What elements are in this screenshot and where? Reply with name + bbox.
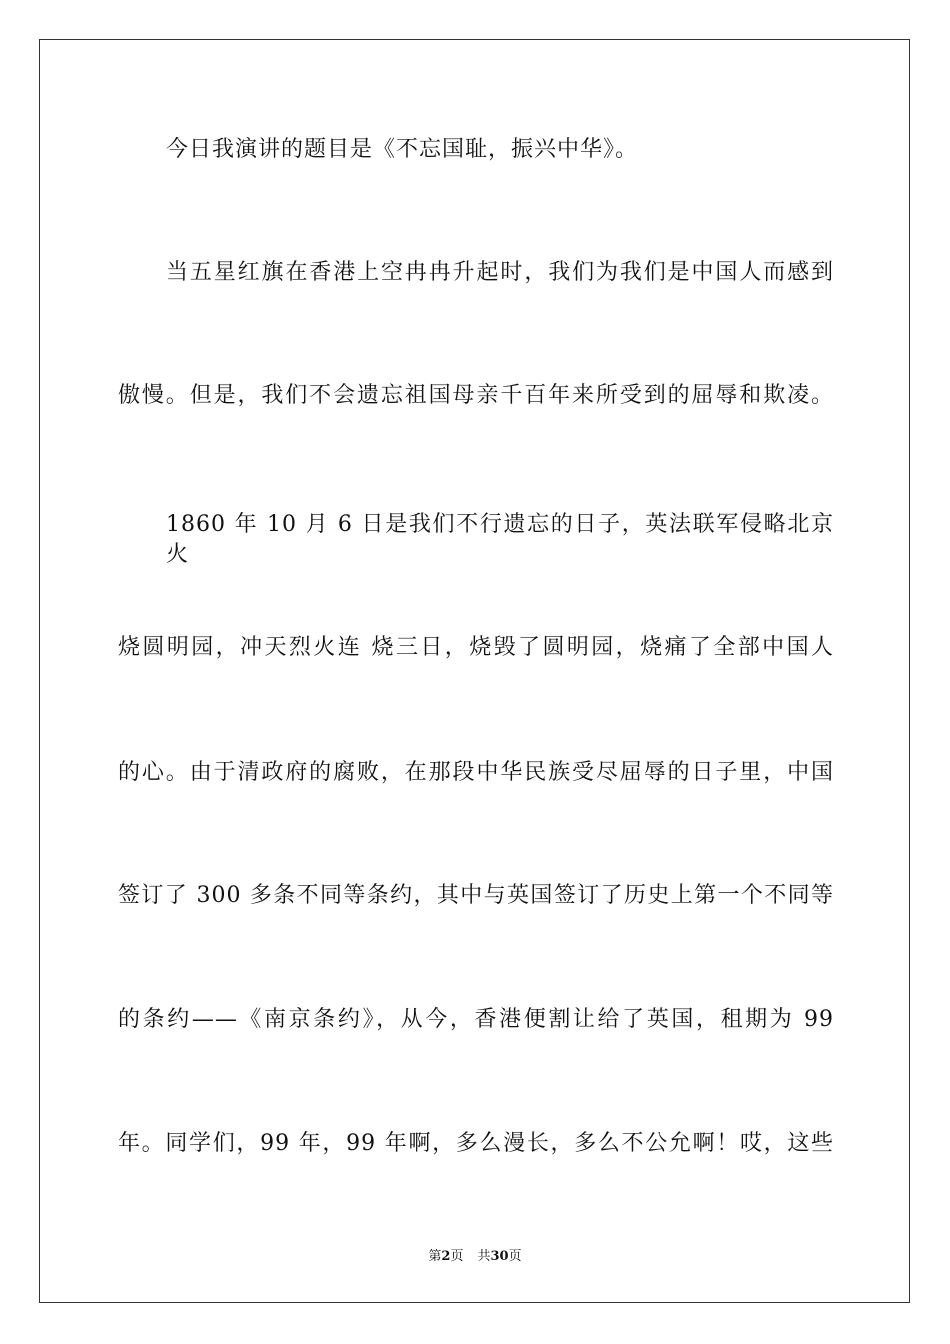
paragraph-line: 年。同学们，99 年，99 年啊，多么漫长，多么不公允啊！哎，这些 bbox=[118, 1131, 834, 1156]
total-prefix: 共 bbox=[477, 1249, 491, 1264]
paragraph-line: 当五星红旗在香港上空冉冉升起时，我们为我们是中国人而感到 bbox=[166, 260, 834, 285]
paragraph-line: 签订了 300 多条不同等条约，其中与英国签订了历史上第一个不同等 bbox=[118, 883, 834, 908]
paragraph-line: 1860 年 10 月 6 日是我们不行遗忘的日子，英法联军侵略北京火 bbox=[166, 512, 834, 567]
paragraph-line: 烧圆明园，冲天烈火连 烧三日，烧毁了圆明园，烧痛了全部中国人 bbox=[118, 635, 834, 660]
page-prefix: 第 bbox=[428, 1249, 442, 1264]
total-suffix: 页 bbox=[508, 1249, 522, 1264]
paragraph-line: 今日我演讲的题目是《不忘国耻，振兴中华》。 bbox=[166, 137, 639, 162]
paragraph-line: 傲慢。但是，我们不会遗忘祖国母亲千百年来所受到的屈辱和欺凌。 bbox=[118, 383, 834, 408]
page-number: 2 bbox=[441, 1249, 451, 1264]
page-border bbox=[39, 39, 910, 1303]
paragraph-line: 的心。由于清政府的腐败，在那段中华民族受尽屈辱的日子里，中国 bbox=[118, 760, 834, 785]
paragraph-line: 的条约——《南京条约》，从今，香港便割让给了英国，租期为 99 bbox=[118, 1007, 834, 1032]
page-footer bbox=[0, 1249, 950, 1265]
total-pages: 30 bbox=[490, 1249, 509, 1264]
page-suffix: 页 bbox=[450, 1249, 464, 1264]
